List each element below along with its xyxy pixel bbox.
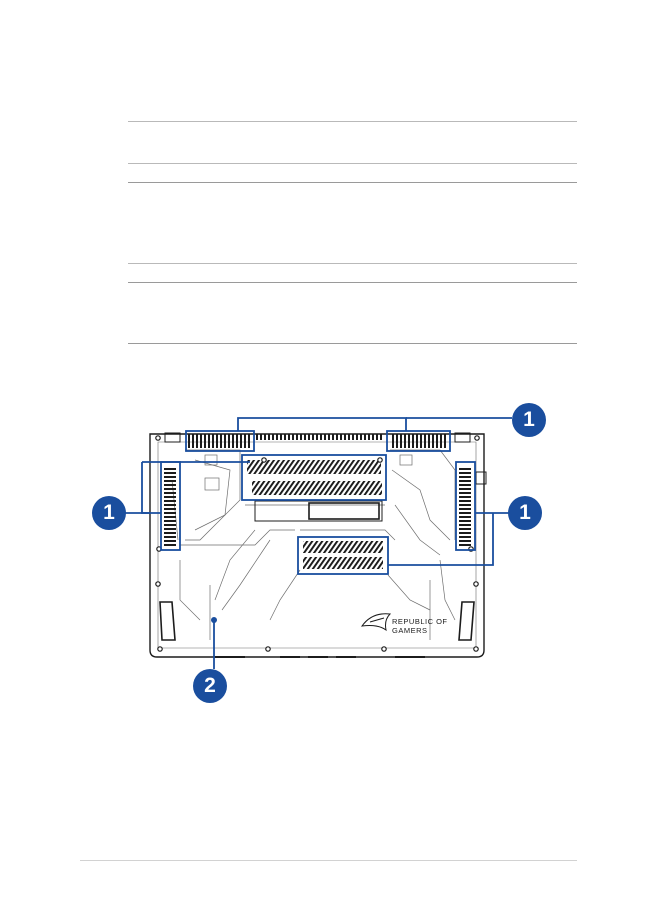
logo-text-line2: GAMERS xyxy=(392,626,428,635)
left-speaker xyxy=(160,602,175,640)
label-plate xyxy=(255,501,382,521)
lower-center-vent-2 xyxy=(303,557,383,569)
lower-center-vent-1 xyxy=(303,541,383,553)
top-right-vent xyxy=(390,434,448,448)
left-side-vent xyxy=(164,468,176,546)
pointer-dot xyxy=(211,617,217,623)
top-left-vent xyxy=(188,434,252,448)
upper-center-vent-1 xyxy=(247,460,381,474)
callout-1-top: 1 xyxy=(512,403,546,437)
logo-text-line1: REPUBLIC OF xyxy=(392,617,448,626)
callout-2: 2 xyxy=(193,669,227,703)
callout-1-left: 1 xyxy=(92,496,126,530)
top-vent-strip xyxy=(256,434,384,440)
right-side-vent xyxy=(459,468,471,546)
rog-logo xyxy=(362,614,390,630)
upper-center-vent-2 xyxy=(252,481,382,495)
right-speaker xyxy=(459,602,474,640)
footer-rule xyxy=(80,860,577,861)
callout-1-right: 1 xyxy=(508,496,542,530)
